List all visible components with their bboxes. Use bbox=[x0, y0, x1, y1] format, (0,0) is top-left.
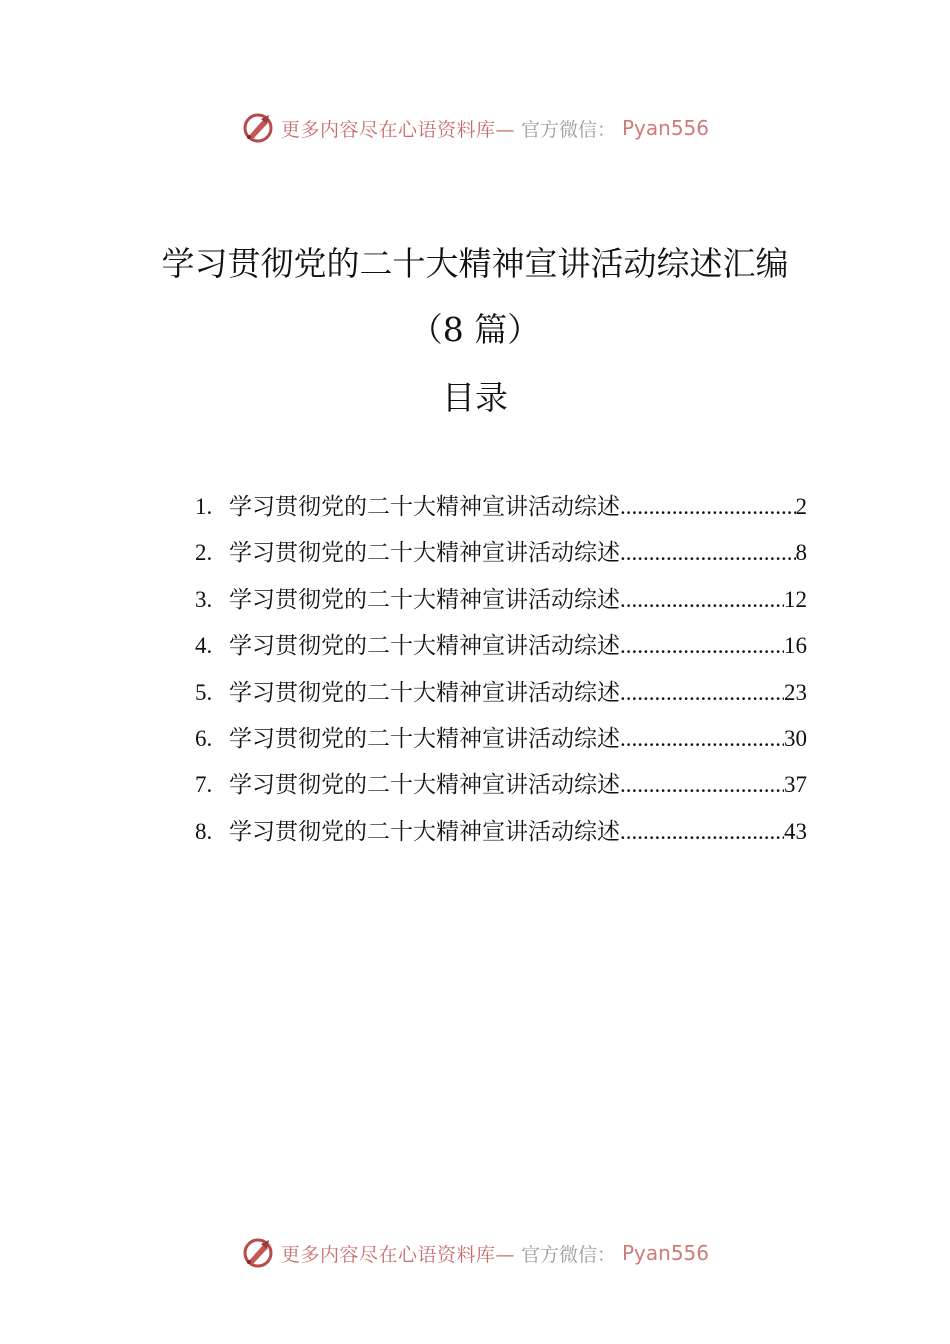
toc-leader-dots bbox=[620, 812, 784, 852]
toc-entry[interactable] bbox=[195, 626, 807, 672]
toc-entry-number: 2. bbox=[195, 540, 213, 566]
header-wechat-id: Pyan556 bbox=[622, 116, 710, 140]
footer-wechat-id: Pyan556 bbox=[622, 1241, 710, 1265]
toc-entry-page: 30 bbox=[784, 725, 807, 751]
toc-leader-dots bbox=[620, 673, 784, 713]
toc-entry-title: 学习贯彻党的二十大精神宣讲活动综述 bbox=[229, 540, 620, 567]
document-title: 学习贯彻党的二十大精神宣讲活动综述汇编 bbox=[161, 244, 789, 283]
toc-leader-dots bbox=[620, 626, 784, 666]
toc-entry-page: 12 bbox=[784, 586, 807, 612]
toc-leader-dots bbox=[620, 719, 784, 759]
toc-entry-number: 5. bbox=[195, 679, 213, 705]
header-banner-content bbox=[241, 111, 709, 145]
toc-entry-number: 3. bbox=[195, 586, 213, 612]
toc-entry[interactable] bbox=[195, 487, 807, 533]
toc-entry-number: 8. bbox=[195, 818, 213, 844]
header-banner bbox=[0, 108, 950, 148]
footer-slogan: 更多内容尽在心语资料库— bbox=[280, 1243, 515, 1266]
pen-nib-logo-icon bbox=[241, 1236, 275, 1270]
toc-entry-title: 学习贯彻党的二十大精神宣讲活动综述 bbox=[229, 725, 620, 752]
header-slogan: 更多内容尽在心语资料库— bbox=[280, 118, 515, 141]
toc-entry-page: 16 bbox=[784, 633, 807, 659]
toc-entry-page: 23 bbox=[784, 679, 807, 705]
footer-banner bbox=[0, 1233, 950, 1273]
toc-entry-number: 6. bbox=[195, 725, 213, 751]
toc-entry[interactable] bbox=[195, 812, 807, 858]
toc-entry[interactable] bbox=[195, 673, 807, 719]
toc-entry[interactable] bbox=[195, 580, 807, 626]
toc-entry-number: 7. bbox=[195, 772, 213, 798]
footer-wechat-label: 官方微信： bbox=[520, 1243, 616, 1266]
toc-entry-title: 学习贯彻党的二十大精神宣讲活动综述 bbox=[229, 679, 620, 706]
toc-entry-title: 学习贯彻党的二十大精神宣讲活动综述 bbox=[229, 772, 620, 799]
toc-entry[interactable] bbox=[195, 719, 807, 765]
toc-entry-page: 37 bbox=[784, 772, 807, 798]
footer-banner-content bbox=[241, 1236, 709, 1270]
toc-entry-title: 学习贯彻党的二十大精神宣讲活动综述 bbox=[229, 818, 620, 845]
toc-entry-title: 学习贯彻党的二十大精神宣讲活动综述 bbox=[229, 633, 620, 660]
toc-entry-number: 4. bbox=[195, 633, 213, 659]
toc-entry-page: 43 bbox=[784, 818, 807, 844]
toc-entry-title: 学习贯彻党的二十大精神宣讲活动综述 bbox=[229, 586, 620, 613]
toc-entry-number: 1. bbox=[195, 494, 213, 519]
pen-nib-logo-icon bbox=[241, 111, 275, 145]
toc-leader-dots bbox=[620, 765, 784, 805]
toc-leader-dots bbox=[620, 487, 796, 527]
document-subtitle: （8 篇） bbox=[409, 310, 541, 349]
toc-heading: 目录 bbox=[442, 378, 508, 417]
toc-entry[interactable] bbox=[195, 533, 807, 579]
table-of-contents bbox=[195, 487, 807, 858]
toc-entry-title: 学习贯彻党的二十大精神宣讲活动综述 bbox=[229, 494, 620, 520]
toc-leader-dots bbox=[620, 533, 796, 573]
toc-entry[interactable] bbox=[195, 765, 807, 811]
header-wechat-label: 官方微信： bbox=[520, 118, 616, 141]
toc-leader-dots bbox=[620, 580, 784, 620]
toc-entry-page: 2 bbox=[795, 494, 807, 519]
toc-entry-page: 8 bbox=[795, 540, 807, 566]
